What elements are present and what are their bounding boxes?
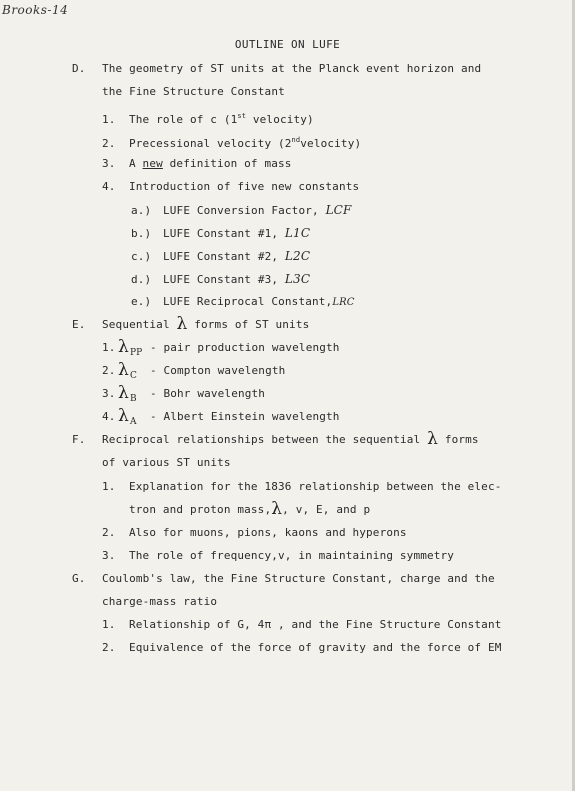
section-d-letter: D. [72,62,86,75]
section-d-sub-e: e.) LUFE Reciprocal Constant,LRC [131,295,355,308]
section-f-item-1: 1. Explanation for the 1836 relationship between the elec- [102,480,502,493]
section-e-item-2: 2. λC - Compton wavelength [102,360,286,381]
section-e-item-3: 3. λB - Bohr wavelength [102,383,266,404]
lufe-reciprocal-constant-symbol: LRC [332,297,355,308]
section-d-item-4: 4. Introduction of five new constants [102,180,360,193]
section-e-item-4: 4. λA - Albert Einstein wavelength [102,406,340,427]
section-f-item-1-cont: tron and proton mass,λ, v, E, and p [129,499,371,519]
section-e-line-1: E. Sequential λ forms of ST units [72,314,310,334]
lufe-constant-2-symbol: L2C [284,249,311,263]
section-g-item-2: 2. Equivalence of the force of gravity and the force of EM [102,641,502,654]
section-d-sub-a: a.) LUFE Conversion Factor, LCF [131,203,352,217]
section-f-item-3: 3. The role of frequency,v, in maintaining symmetry [102,549,455,562]
section-g-text-2: charge-mass ratio [102,595,218,608]
section-d-sub-c: c.) LUFE Constant #2, L2C [131,249,311,263]
section-d-item-2: 2. Precessional velocity (2ndvelocity) [102,136,362,150]
section-d-text-1: The geometry of ST units at the Planck event horizon and [102,62,482,75]
lambda-symbol: λ [176,314,188,334]
section-d-sub-b: b.) LUFE Constant #1, L1C [131,226,311,240]
handwritten-note: Brooks-14 [2,3,69,17]
section-d-item-1: 1. The role of c (1st velocity) [102,112,314,126]
section-d-line-1 [72,62,481,76]
section-g-line-1: G. Coulomb's law, the Fine Structure Constant, charge and the [72,572,495,585]
lufe-constant-3-symbol: L3C [284,272,311,286]
section-d-sub-d: d.) LUFE Constant #3, L3C [131,272,311,286]
page-title: OUTLINE ON LUFE [234,38,341,51]
section-d-item-3: 3. A new definition of mass [102,157,292,170]
section-f-item-2: 2. Also for muons, pions, kaons and hyperons [102,526,407,539]
section-f-line-1: F. Reciprocal relationships between the sequential λ forms [72,429,479,449]
section-g-item-1: 1. Relationship of G, 4π , and the Fine Structure Constant [102,618,502,631]
lufe-constant-1-symbol: L1C [284,226,311,240]
section-d-text-2: the Fine Structure Constant [102,85,285,98]
section-e-item-1: 1. λPP - pair production wavelength [102,337,340,358]
lufe-conversion-factor-symbol: LCF [325,203,352,217]
section-f-text-2: of various ST units [102,456,231,469]
